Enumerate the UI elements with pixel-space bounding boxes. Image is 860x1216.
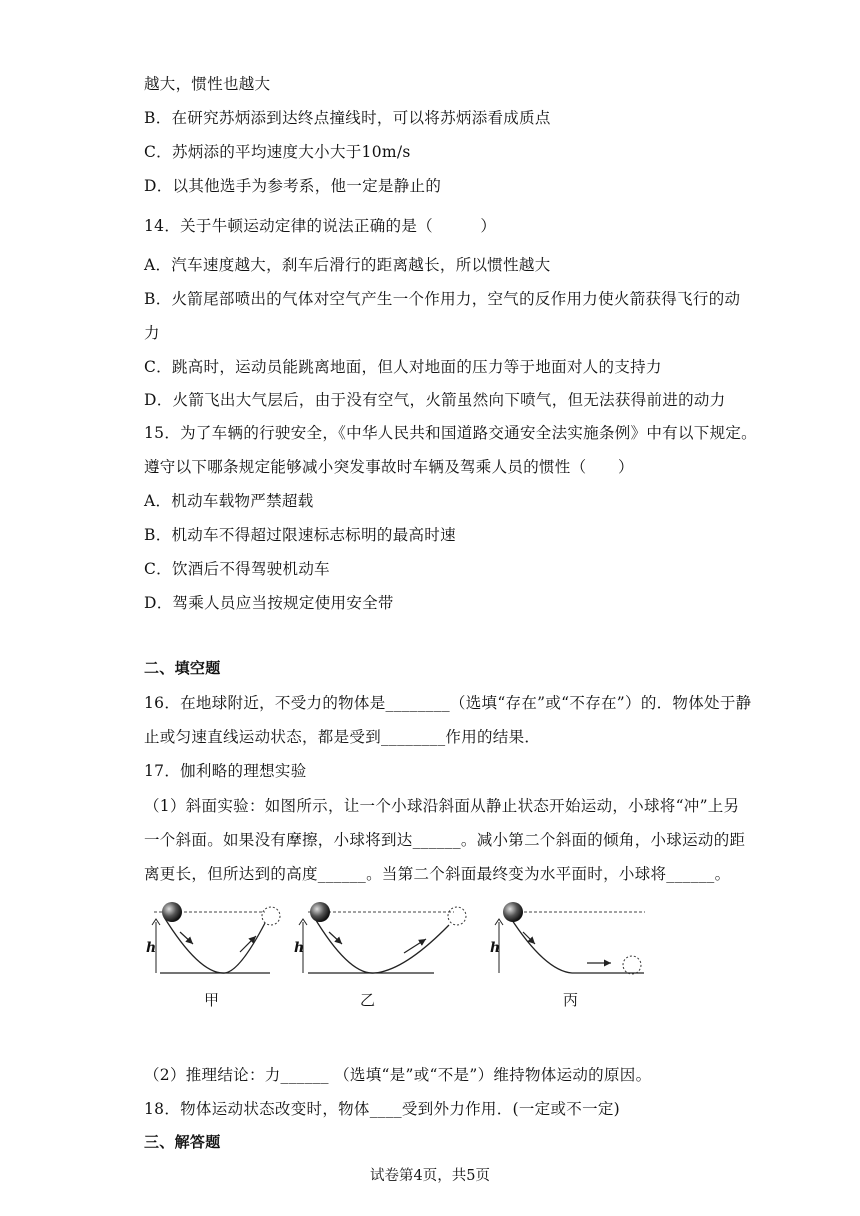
figure-caption: 丙	[563, 991, 579, 1009]
question-line: 一个斜面。如果没有摩擦，小球将到达______。减小第二个斜面的倾角，小球运动的距	[144, 831, 746, 849]
figure-yi	[294, 902, 466, 1009]
question-line: B．在研究苏炳添到达终点撞线时，可以将苏炳添看成质点	[144, 109, 551, 127]
question-line: A．机动车载物严禁超载	[144, 492, 314, 510]
galileo-incline-figure	[140, 895, 660, 1020]
question-line: A．汽车速度越大，刹车后滑行的距离越长，所以惯性越大	[144, 256, 551, 274]
question-line: C．跳高时，运动员能跳离地面，但人对地面的压力等于地面对人的支持力	[144, 358, 662, 376]
question-line: 18．物体运动状态改变时，物体____受到外力作用．(一定或不一定)	[144, 1100, 621, 1118]
figure-caption: 甲	[204, 991, 220, 1009]
svg-text:h: h	[490, 940, 501, 956]
question-line: 止或匀速直线运动状态，都是受到________作用的结果．	[144, 728, 541, 746]
svg-text:h: h	[294, 940, 305, 956]
question-line: （1）斜面实验：如图所示，让一个小球沿斜面从静止状态开始运动，小球将“冲”上另	[144, 797, 740, 815]
question-line: B．机动车不得超过限速标志标明的最高时速	[144, 526, 456, 544]
question-line: 越大，惯性也越大	[144, 75, 271, 93]
figure-jia	[146, 902, 280, 1009]
question-line: 14．关于牛顿运动定律的说法正确的是（ ）	[144, 217, 497, 235]
question-line: 17．伽利略的理想实验	[144, 762, 307, 780]
question-line: 力	[144, 324, 160, 342]
svg-text:h: h	[146, 940, 157, 956]
question-line: B．火箭尾部喷出的气体对空气产生一个作用力，空气的反作用力使火箭获得飞行的动	[144, 290, 741, 308]
section-heading: 三、解答题	[144, 1133, 221, 1151]
question-line: 离更长，但所达到的高度______。当第二个斜面最终变为水平面时，小球将______。	[144, 865, 731, 883]
question-line: （2）推理结论：力______ （选填“是”或“不是”）维持物体运动的原因。	[144, 1066, 652, 1084]
question-line: D．火箭飞出大气层后，由于没有空气，火箭虽然向下喷气，但无法获得前进的动力	[144, 391, 726, 409]
question-line: C．饮酒后不得驾驶机动车	[144, 560, 330, 578]
question-line: 16．在地球附近，不受力的物体是________（选填“存在”或“不存在”）的．物体处于静	[144, 694, 752, 712]
question-line: C．苏炳添的平均速度大小大于10m/s	[144, 143, 411, 161]
question-line: 15．为了车辆的行驶安全，《中华人民共和国道路交通安全法实施条例》中有以下规定。	[144, 424, 757, 442]
section-heading: 二、填空题	[144, 659, 221, 677]
figure-bing	[490, 902, 645, 1009]
question-line: D．以其他选手为参考系，他一定是静止的	[144, 177, 442, 195]
question-line: D．驾乘人员应当按规定使用安全带	[144, 594, 394, 612]
figure-caption: 乙	[360, 991, 376, 1009]
question-line: 遵守以下哪条规定能够减小突发事故时车辆及驾乘人员的惯性（ ）	[144, 458, 634, 476]
page-footer: 试卷第4页，共5页	[370, 1168, 490, 1184]
